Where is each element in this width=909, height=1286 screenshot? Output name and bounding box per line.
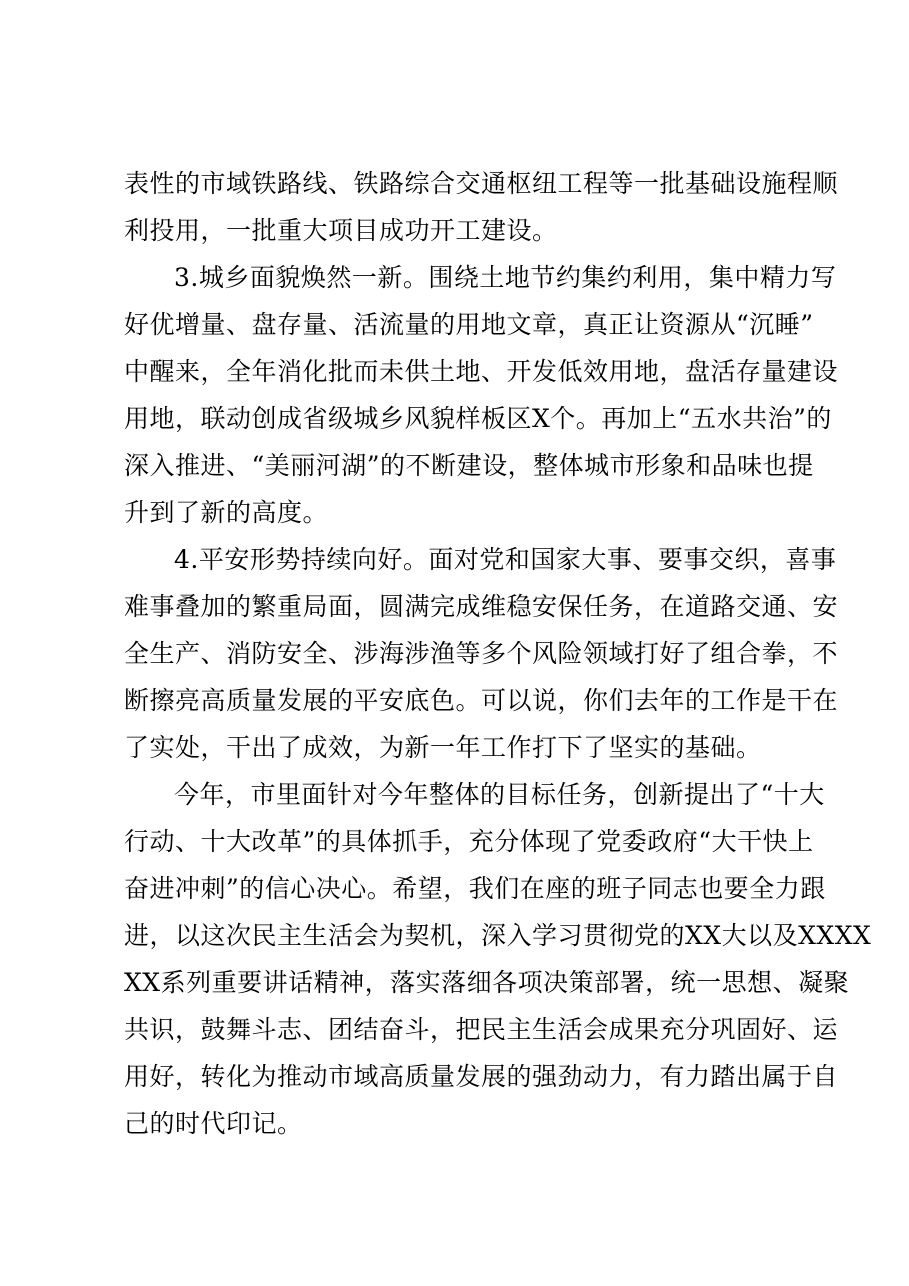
text-line: 深入推进、“美丽河湖”的不断建设，整体城市形象和品味也提 xyxy=(124,451,814,480)
text-line: 己的时代印记。 xyxy=(124,1109,303,1138)
text-line: 3.城乡面貌焕然一新。围绕土地节约集约利用，集中精力写 xyxy=(174,263,837,292)
text-line: 利投用，一批重大项目成功开工建设。 xyxy=(124,216,558,245)
text-line: 用地，联动创成省级城乡风貌样板区X个。再加上“五水共治”的 xyxy=(124,404,832,433)
text-line: 好优增量、盘存量、活流量的用地文章，真正让资源从“沉睡” xyxy=(124,310,814,339)
text-line: 升到了新的高度。 xyxy=(124,498,329,527)
text-line: 用好，转化为推动市域高质量发展的强劲动力，有力踏出属于自 xyxy=(124,1062,839,1091)
text-line: 全生产、消防安全、涉海涉渔等多个风险领域打好了组合拳，不 xyxy=(124,639,839,668)
body-text xyxy=(124,160,872,1147)
text-line: 中醒来，全年消化批而未供土地、开发低效用地，盘活存量建设 xyxy=(124,357,839,386)
text-line: 奋进冲刺”的信心决心。希望，我们在座的班子同志也要全力跟 xyxy=(124,874,826,903)
text-line: 共识，鼓舞斗志、团结奋斗，把民主生活会成果充分巩固好、运 xyxy=(124,1015,839,1044)
text-line: 行动、十大改革”的具体抓手，充分体现了党委政府“大干快上 xyxy=(124,827,814,856)
text-line: 进，以这次民主生活会为契机，深入学习贯彻党的XX大以及XXXX xyxy=(124,921,872,950)
text-line: XX系列重要讲话精神，落实落细各项决策部署，统一思想、凝聚 xyxy=(124,968,850,997)
text-line: 了实处，干出了成效，为新一年工作打下了坚实的基础。 xyxy=(124,733,762,762)
text-line: 断擦亮高质量发展的平安底色。可以说，你们去年的工作是干在 xyxy=(124,686,839,715)
text-line: 4.平安形势持续向好。面对党和国家大事、要事交织，喜事 xyxy=(174,545,837,574)
text-line: 表性的市域铁路线、铁路综合交通枢纽工程等一批基础设施程顺 xyxy=(124,169,839,198)
text-line: 今年，市里面针对今年整体的目标任务，创新提出了“十大 xyxy=(174,780,825,809)
text-line: 难事叠加的繁重局面，圆满完成维稳安保任务，在道路交通、安 xyxy=(124,592,839,621)
